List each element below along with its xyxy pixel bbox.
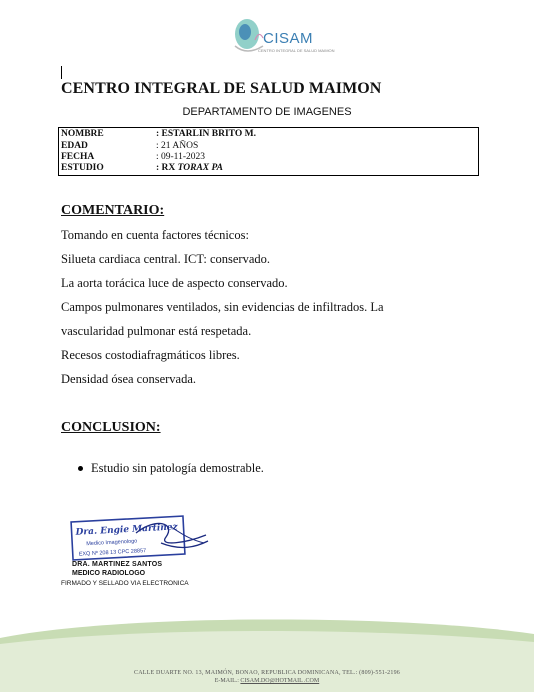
patient-value: : ESTARLIN BRITO M. <box>156 129 256 139</box>
signature-stamp <box>66 513 216 565</box>
logo-subtitle: CENTRO INTEGRAL DE SALUD MAIMON <box>258 48 335 53</box>
comentario-line: Recesos costodiafragmáticos libres. <box>61 348 240 362</box>
document-title: CENTRO INTEGRAL DE SALUD MAIMON <box>61 80 382 97</box>
department-name <box>0 106 534 118</box>
stamp-reg: EXQ Nº 208 13 CPC 28857 <box>78 548 147 558</box>
comentario-line: Campos pulmonares ventilados, sin evidencias de infiltrados. La <box>61 300 384 314</box>
patient-label: FECHA <box>61 152 95 162</box>
patient-value: : 21 AÑOS <box>156 141 199 151</box>
conclusion-heading: CONCLUSION: <box>61 420 161 435</box>
bullet-icon <box>78 466 83 471</box>
comentario-heading: COMENTARIO: <box>61 203 165 218</box>
comentario-line: Silueta cardiaca central. ICT: conservado. <box>61 252 271 266</box>
text-cursor <box>61 66 62 79</box>
footer-email-link[interactable]: CISAM.DO@HOTMAIL .COM <box>240 678 320 684</box>
patient-value: : 09-11-2023 <box>156 152 205 162</box>
comentario-line: vascularidad pulmonar está respetada. <box>61 324 252 338</box>
signer-role: MEDICO RADIOLOGO <box>72 570 146 577</box>
footer-email-label: E-MAIL.: <box>214 678 241 684</box>
department-text: DEPARTAMENTO DE IMAGENES <box>182 106 352 118</box>
patient-info-box <box>58 127 479 176</box>
comentario-line: La aorta torácica luce de aspecto conservado. <box>61 276 288 290</box>
patient-label: NOMBRE <box>61 129 104 139</box>
comentario-line: Densidad ósea conservada. <box>61 372 197 386</box>
study-prefix: : RX <box>156 163 178 173</box>
patient-label: ESTUDIO <box>61 163 104 173</box>
signature-note: FIRMADO Y SELLADO VIA ELECTRONICA <box>61 580 189 587</box>
stamp-name: Dra. Engie Martinez <box>75 522 178 538</box>
conclusion-item: Estudio sin patología demostrable. <box>91 461 264 475</box>
footer-email <box>0 678 534 684</box>
signer-name: DRA. MARTINEZ SANTOS <box>72 561 163 568</box>
footer-address: CALLE DUARTE NO. 13, MAIMÓN, BONAO, REPUBLICA DOMINICANA, TEL.: (809)-551-2196 <box>134 670 400 676</box>
patient-label: EDAD <box>61 141 88 151</box>
comentario-line: Tomando en cuenta factores técnicos: <box>61 228 249 242</box>
logo-brand: CISAM <box>263 30 314 47</box>
patient-value <box>156 163 223 174</box>
stamp-title: Medico Imagenologo <box>86 538 138 548</box>
study-type: TORAX PA <box>177 163 223 173</box>
